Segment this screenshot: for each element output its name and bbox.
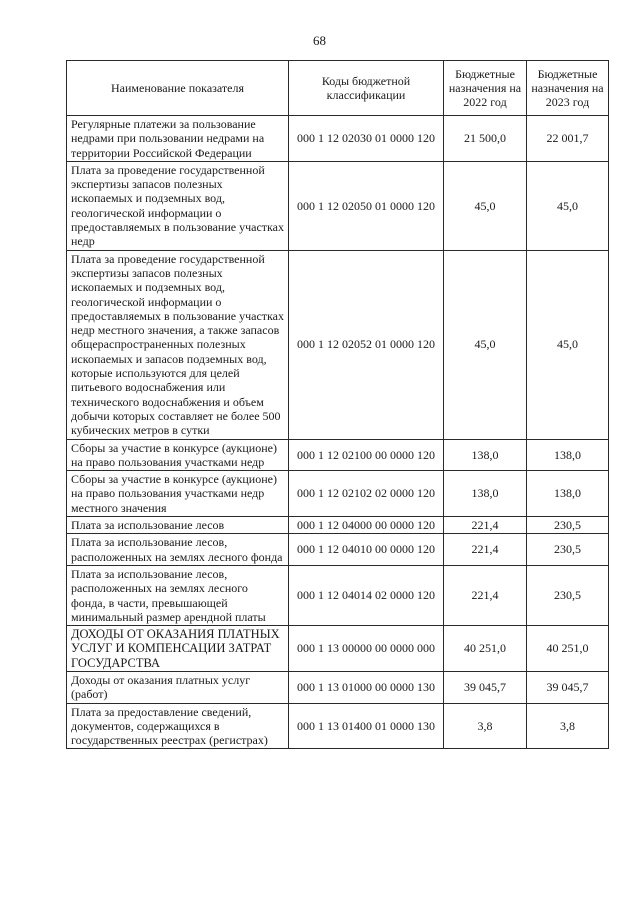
- row-name: Регулярные платежи за пользование недрами при пользовании недрами на территории Российской Федерации: [67, 116, 289, 162]
- table-row: [67, 626, 609, 672]
- table-row: [67, 703, 609, 749]
- table-body: [67, 116, 609, 749]
- table-row: [67, 671, 609, 703]
- row-code: 000 1 12 02102 02 0000 120: [289, 471, 444, 517]
- row-value-2023: 45,0: [527, 250, 609, 439]
- row-value-2023: 138,0: [527, 439, 609, 471]
- table-row: [67, 161, 609, 250]
- table-row: [67, 517, 609, 534]
- row-value-2022: 39 045,7: [444, 671, 527, 703]
- row-value-2023: 22 001,7: [527, 116, 609, 162]
- table-row: [67, 534, 609, 566]
- row-value-2023: 230,5: [527, 565, 609, 625]
- table-row: [67, 439, 609, 471]
- row-value-2023: 230,5: [527, 534, 609, 566]
- row-value-2022: 45,0: [444, 161, 527, 250]
- row-value-2023: 3,8: [527, 703, 609, 749]
- row-code: 000 1 13 01000 00 0000 130: [289, 671, 444, 703]
- row-value-2022: 221,4: [444, 517, 527, 534]
- row-value-2022: 221,4: [444, 534, 527, 566]
- row-code: 000 1 13 01400 01 0000 130: [289, 703, 444, 749]
- row-value-2022: 138,0: [444, 471, 527, 517]
- row-name: Сборы за участие в конкурсе (аукционе) на право пользования участками недр: [67, 439, 289, 471]
- budget-table: [66, 60, 609, 749]
- row-code: 000 1 12 02052 01 0000 120: [289, 250, 444, 439]
- table-row: [67, 565, 609, 625]
- row-code: 000 1 12 02030 01 0000 120: [289, 116, 444, 162]
- table-row: [67, 471, 609, 517]
- row-value-2022: 221,4: [444, 565, 527, 625]
- row-name: Плата за использование лесов, расположенных на землях лесного фонда: [67, 534, 289, 566]
- row-code: 000 1 12 04014 02 0000 120: [289, 565, 444, 625]
- row-code: 000 1 13 00000 00 0000 000: [289, 626, 444, 672]
- row-value-2022: 21 500,0: [444, 116, 527, 162]
- page-number: 68: [313, 33, 326, 48]
- row-name: Плата за предоставление сведений, документов, содержащихся в государственных реестрах (регистрах): [67, 703, 289, 749]
- row-value-2023: 138,0: [527, 471, 609, 517]
- column-header-2023: Бюджетные назначения на 2023 год: [527, 61, 609, 116]
- column-header-2022: Бюджетные назначения на 2022 год: [444, 61, 527, 116]
- row-name: Плата за проведение государственной экспертизы запасов полезных ископаемых и подземных вод, геологической информации о предоставляемых в пользование участках недр местного значения, а также запасов общераспространенных полезных ископаемых и запасов подземных вод, которые используются для целей питьевого водоснабжения или технического водоснабжения и объем добычи которых составляет не более 500 кубических метров в сутки: [67, 250, 289, 439]
- row-code: 000 1 12 04010 00 0000 120: [289, 534, 444, 566]
- row-name: ДОХОДЫ ОТ ОКАЗАНИЯ ПЛАТНЫХ УСЛУГ И КОМПЕНСАЦИИ ЗАТРАТ ГОСУДАРСТВА: [67, 626, 289, 672]
- row-code: 000 1 12 02100 00 0000 120: [289, 439, 444, 471]
- row-name: Доходы от оказания платных услуг (работ): [67, 671, 289, 703]
- column-header-code: Коды бюджетной классификации: [289, 61, 444, 116]
- row-code: 000 1 12 02050 01 0000 120: [289, 161, 444, 250]
- row-name: Плата за использование лесов, расположенных на землях лесного фонда, в части, превышающей минимальный размер арендной платы: [67, 565, 289, 625]
- row-name: Плата за использование лесов: [67, 517, 289, 534]
- table-row: [67, 250, 609, 439]
- header-row: [67, 61, 609, 116]
- row-value-2022: 3,8: [444, 703, 527, 749]
- row-code: 000 1 12 04000 00 0000 120: [289, 517, 444, 534]
- row-name: Плата за проведение государственной экспертизы запасов полезных ископаемых и подземных вод, геологической информации о предоставляемых в пользование участках недр: [67, 161, 289, 250]
- table-row: [67, 116, 609, 162]
- table-header: [67, 61, 609, 116]
- row-value-2022: 40 251,0: [444, 626, 527, 672]
- row-value-2023: 230,5: [527, 517, 609, 534]
- row-value-2023: 45,0: [527, 161, 609, 250]
- row-value-2022: 45,0: [444, 250, 527, 439]
- row-name: Сборы за участие в конкурсе (аукционе) на право пользования участками недр местного значения: [67, 471, 289, 517]
- row-value-2023: 39 045,7: [527, 671, 609, 703]
- row-value-2023: 40 251,0: [527, 626, 609, 672]
- column-header-name: Наименование показателя: [67, 61, 289, 116]
- row-value-2022: 138,0: [444, 439, 527, 471]
